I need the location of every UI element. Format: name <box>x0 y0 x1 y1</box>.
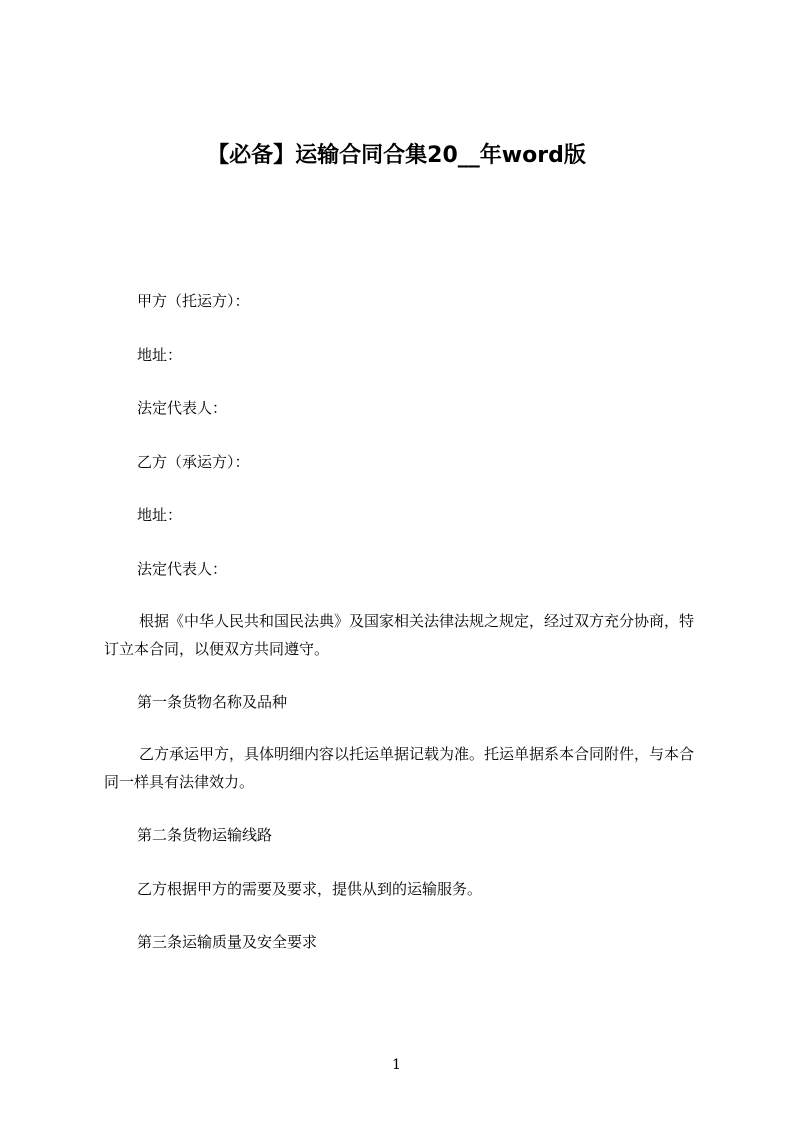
article-3-heading: 第三条运输质量及安全要求 <box>137 933 318 951</box>
article-1-paragraph: 乙方承运甲方，具体明细内容以托运单据记载为准。托运单据系本合同附件，与本合同一样具有法律效力。 <box>104 745 695 791</box>
party-b-address-label: 地址： <box>137 506 183 524</box>
article-2-paragraph: 乙方根据甲方的需要及要求，提供从到的运输服务。 <box>137 880 483 898</box>
document-title: 【必备】运输合同合集20__年word版 <box>207 143 586 168</box>
party-b-representative-label: 法定代表人： <box>137 560 228 578</box>
party-a-address-label: 地址： <box>137 346 183 364</box>
article-2-heading: 第二条货物运输线路 <box>137 826 273 844</box>
preamble-paragraph: 根据《中华人民共和国民法典》及国家相关法律法规之规定，经过双方充分协商，特订立本合同，以便双方共同遵守。 <box>104 612 695 658</box>
page-number: 1 <box>392 1057 401 1073</box>
party-a-label: 甲方（托运方）： <box>137 292 250 310</box>
party-b-label: 乙方（承运方）： <box>137 453 250 471</box>
party-a-representative-label: 法定代表人： <box>137 399 228 417</box>
article-1-heading: 第一条货物名称及品种 <box>137 693 288 711</box>
